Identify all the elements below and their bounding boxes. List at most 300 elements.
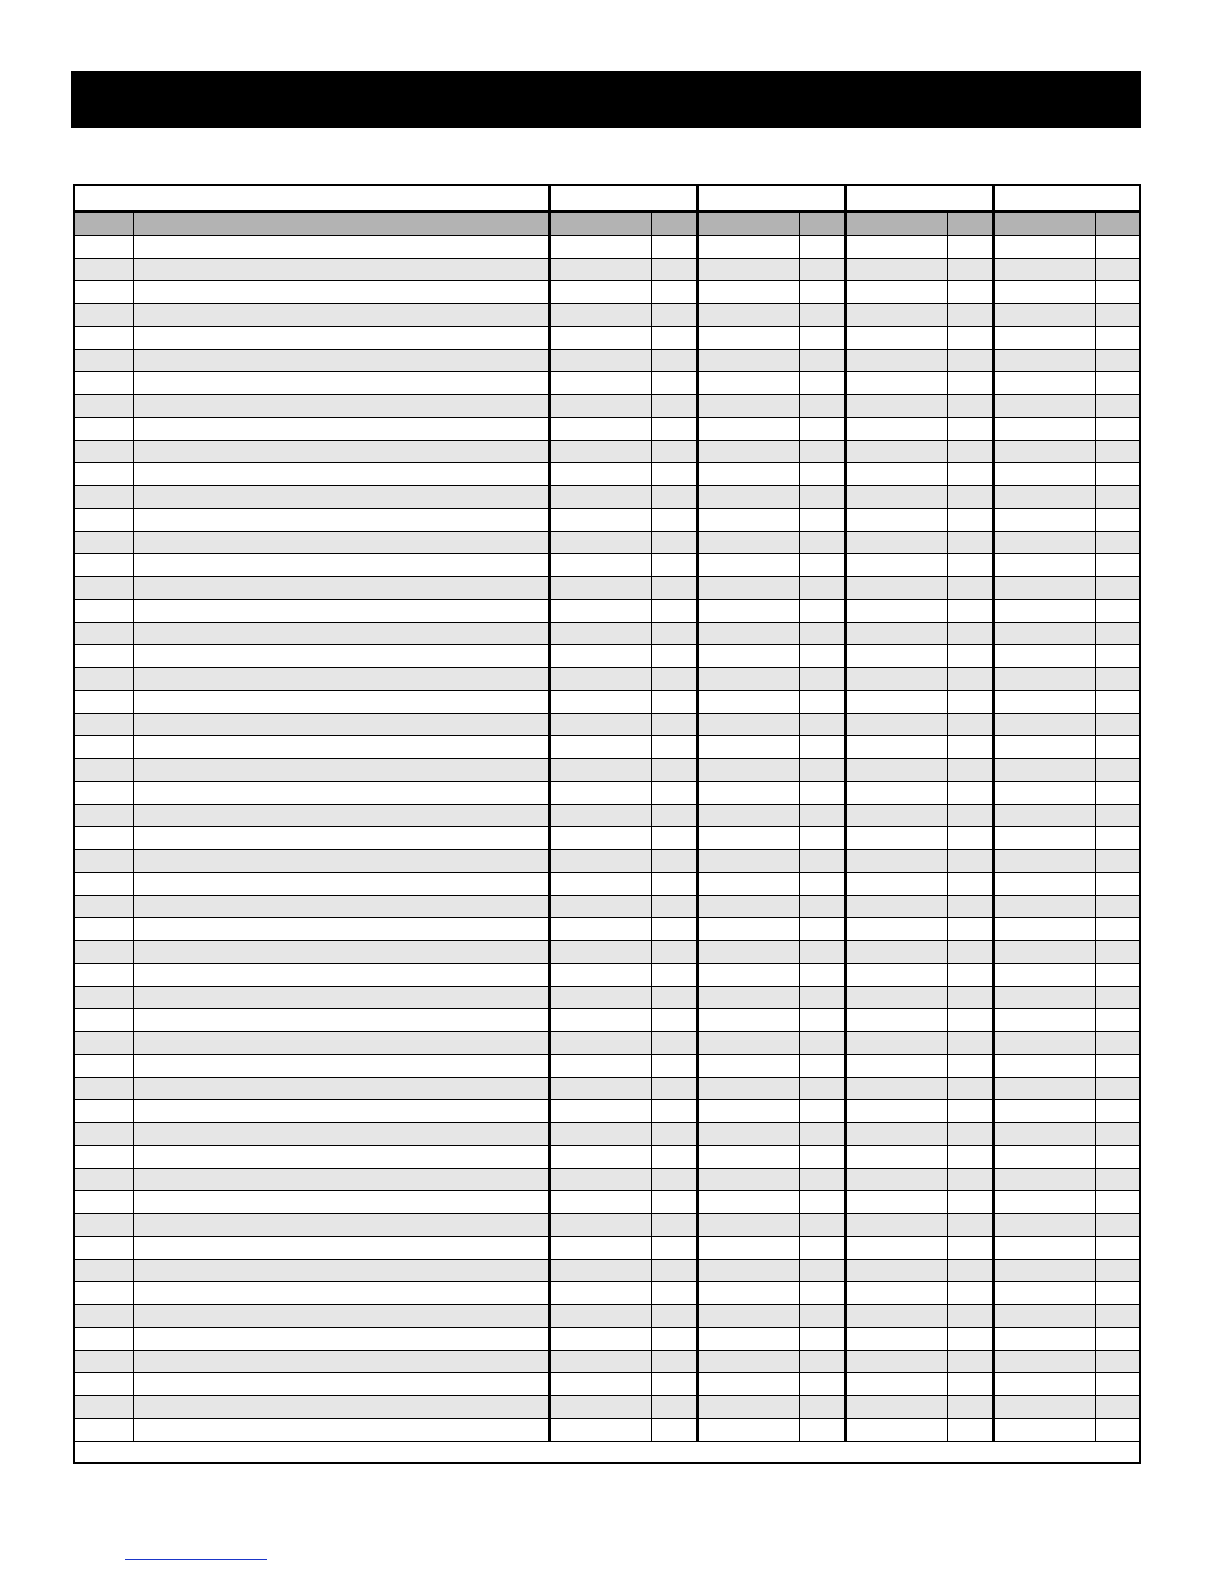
table-cell[interactable] — [799, 1328, 845, 1350]
table-cell[interactable] — [75, 441, 133, 463]
table-cell[interactable] — [947, 964, 993, 986]
table-cell[interactable] — [993, 395, 1095, 417]
table-cell[interactable] — [1095, 350, 1139, 372]
table-cell[interactable] — [133, 1419, 549, 1441]
table-cell[interactable] — [651, 623, 697, 645]
table-cell[interactable] — [651, 463, 697, 485]
table-cell[interactable] — [133, 827, 549, 849]
table-cell[interactable] — [1095, 395, 1139, 417]
table-cell[interactable] — [1095, 896, 1139, 918]
table-cell[interactable] — [845, 1100, 947, 1122]
table-cell[interactable] — [549, 736, 651, 758]
table-cell[interactable] — [75, 1191, 133, 1213]
table-cell[interactable] — [947, 532, 993, 554]
table-cell[interactable] — [549, 1100, 651, 1122]
table-cell[interactable] — [549, 1282, 651, 1304]
table-cell[interactable] — [799, 1032, 845, 1054]
table-cell[interactable] — [651, 691, 697, 713]
table-cell[interactable] — [799, 1419, 845, 1441]
table-cell[interactable] — [75, 281, 133, 303]
table-cell[interactable] — [993, 987, 1095, 1009]
table-cell[interactable] — [993, 532, 1095, 554]
table-cell[interactable] — [1095, 1351, 1139, 1373]
table-cell[interactable] — [651, 1214, 697, 1236]
table-cell[interactable] — [947, 736, 993, 758]
table-cell[interactable] — [845, 1351, 947, 1373]
table-cell[interactable] — [75, 532, 133, 554]
table-cell[interactable] — [1095, 463, 1139, 485]
table-cell[interactable] — [993, 964, 1095, 986]
table-cell[interactable] — [75, 1009, 133, 1031]
table-cell[interactable] — [549, 1305, 651, 1327]
table-cell[interactable] — [947, 759, 993, 781]
table-cell[interactable] — [651, 1123, 697, 1145]
table-cell[interactable] — [947, 805, 993, 827]
table-cell[interactable] — [1095, 281, 1139, 303]
table-cell[interactable] — [549, 759, 651, 781]
table-cell[interactable] — [993, 1237, 1095, 1259]
table-cell[interactable] — [845, 918, 947, 940]
table-cell[interactable] — [993, 1328, 1095, 1350]
table-cell[interactable] — [75, 1146, 133, 1168]
table-cell[interactable] — [1095, 532, 1139, 554]
table-cell[interactable] — [845, 1032, 947, 1054]
table-cell[interactable] — [75, 486, 133, 508]
table-cell[interactable] — [651, 418, 697, 440]
table-cell[interactable] — [133, 1237, 549, 1259]
table-cell[interactable] — [549, 281, 651, 303]
table-cell[interactable] — [993, 1260, 1095, 1282]
table-cell[interactable] — [549, 714, 651, 736]
table-cell[interactable] — [75, 554, 133, 576]
table-cell[interactable] — [1095, 259, 1139, 281]
table-cell[interactable] — [549, 486, 651, 508]
table-cell[interactable] — [1095, 873, 1139, 895]
table-cell[interactable] — [799, 1055, 845, 1077]
table-cell[interactable] — [1095, 1305, 1139, 1327]
table-cell[interactable] — [133, 486, 549, 508]
table-cell[interactable] — [993, 1419, 1095, 1441]
table-cell[interactable] — [133, 1351, 549, 1373]
table-cell[interactable] — [133, 236, 549, 258]
table-cell[interactable] — [651, 304, 697, 326]
table-cell[interactable] — [947, 1260, 993, 1282]
table-cell[interactable] — [845, 236, 947, 258]
table-cell[interactable] — [993, 1214, 1095, 1236]
table-cell[interactable] — [1095, 577, 1139, 599]
table-cell[interactable] — [697, 1237, 799, 1259]
table-cell[interactable] — [651, 1169, 697, 1191]
table-cell[interactable] — [133, 1214, 549, 1236]
table-cell[interactable] — [845, 1419, 947, 1441]
table-cell[interactable] — [993, 645, 1095, 667]
table-cell[interactable] — [697, 1078, 799, 1100]
table-cell[interactable] — [133, 554, 549, 576]
table-cell[interactable] — [75, 1169, 133, 1191]
table-cell[interactable] — [993, 827, 1095, 849]
table-cell[interactable] — [799, 691, 845, 713]
table-cell[interactable] — [845, 1009, 947, 1031]
table-cell[interactable] — [1095, 827, 1139, 849]
table-cell[interactable] — [133, 850, 549, 872]
table-cell[interactable] — [1095, 418, 1139, 440]
table-cell[interactable] — [549, 1055, 651, 1077]
table-cell[interactable] — [947, 987, 993, 1009]
table-cell[interactable] — [799, 896, 845, 918]
table-cell[interactable] — [651, 554, 697, 576]
table-cell[interactable] — [549, 327, 651, 349]
table-cell[interactable] — [845, 1260, 947, 1282]
table-cell[interactable] — [799, 714, 845, 736]
table-cell[interactable] — [651, 1078, 697, 1100]
table-cell[interactable] — [799, 600, 845, 622]
table-cell[interactable] — [697, 463, 799, 485]
table-cell[interactable] — [549, 441, 651, 463]
table-cell[interactable] — [947, 1419, 993, 1441]
table-cell[interactable] — [947, 1169, 993, 1191]
footer-link[interactable] — [125, 1556, 267, 1560]
table-cell[interactable] — [549, 873, 651, 895]
table-cell[interactable] — [845, 441, 947, 463]
table-cell[interactable] — [799, 1373, 845, 1395]
table-cell[interactable] — [651, 645, 697, 667]
table-cell[interactable] — [697, 1419, 799, 1441]
table-cell[interactable] — [133, 1032, 549, 1054]
table-cell[interactable] — [947, 1351, 993, 1373]
table-cell[interactable] — [993, 623, 1095, 645]
table-cell[interactable] — [133, 304, 549, 326]
table-cell[interactable] — [133, 463, 549, 485]
table-cell[interactable] — [133, 441, 549, 463]
table-cell[interactable] — [845, 1373, 947, 1395]
table-cell[interactable] — [845, 350, 947, 372]
table-cell[interactable] — [75, 941, 133, 963]
table-cell[interactable] — [133, 896, 549, 918]
table-cell[interactable] — [1095, 1191, 1139, 1213]
table-cell[interactable] — [845, 1169, 947, 1191]
table-cell[interactable] — [697, 827, 799, 849]
table-cell[interactable] — [993, 441, 1095, 463]
table-cell[interactable] — [651, 736, 697, 758]
table-cell[interactable] — [1095, 736, 1139, 758]
table-cell[interactable] — [75, 918, 133, 940]
table-cell[interactable] — [697, 395, 799, 417]
table-cell[interactable] — [133, 1100, 549, 1122]
table-cell[interactable] — [845, 577, 947, 599]
table-cell[interactable] — [697, 1123, 799, 1145]
table-cell[interactable] — [799, 554, 845, 576]
table-cell[interactable] — [697, 600, 799, 622]
table-cell[interactable] — [947, 395, 993, 417]
table-cell[interactable] — [549, 259, 651, 281]
table-cell[interactable] — [947, 1305, 993, 1327]
table-cell[interactable] — [651, 964, 697, 986]
table-cell[interactable] — [133, 395, 549, 417]
table-cell[interactable] — [651, 987, 697, 1009]
table-cell[interactable] — [947, 1373, 993, 1395]
table-cell[interactable] — [651, 850, 697, 872]
table-cell[interactable] — [1095, 1032, 1139, 1054]
table-cell[interactable] — [133, 532, 549, 554]
table-cell[interactable] — [697, 941, 799, 963]
table-cell[interactable] — [947, 281, 993, 303]
table-cell[interactable] — [651, 782, 697, 804]
table-cell[interactable] — [845, 259, 947, 281]
table-cell[interactable] — [75, 1055, 133, 1077]
table-cell[interactable] — [947, 873, 993, 895]
table-cell[interactable] — [651, 1032, 697, 1054]
table-cell[interactable] — [133, 964, 549, 986]
table-cell[interactable] — [799, 782, 845, 804]
table-cell[interactable] — [947, 1237, 993, 1259]
table-cell[interactable] — [133, 1305, 549, 1327]
table-cell[interactable] — [697, 486, 799, 508]
table-cell[interactable] — [133, 1146, 549, 1168]
table-cell[interactable] — [993, 1396, 1095, 1418]
table-cell[interactable] — [993, 418, 1095, 440]
table-cell[interactable] — [993, 1123, 1095, 1145]
table-cell[interactable] — [651, 759, 697, 781]
table-cell[interactable] — [799, 1191, 845, 1213]
table-cell[interactable] — [799, 1282, 845, 1304]
table-cell[interactable] — [1095, 850, 1139, 872]
table-cell[interactable] — [947, 441, 993, 463]
table-cell[interactable] — [75, 964, 133, 986]
table-cell[interactable] — [549, 1260, 651, 1282]
table-cell[interactable] — [651, 1351, 697, 1373]
table-cell[interactable] — [75, 691, 133, 713]
table-cell[interactable] — [549, 1396, 651, 1418]
table-cell[interactable] — [697, 554, 799, 576]
table-cell[interactable] — [845, 714, 947, 736]
table-cell[interactable] — [947, 850, 993, 872]
table-cell[interactable] — [133, 782, 549, 804]
table-cell[interactable] — [993, 509, 1095, 531]
table-cell[interactable] — [75, 987, 133, 1009]
table-cell[interactable] — [75, 668, 133, 690]
table-cell[interactable] — [697, 1214, 799, 1236]
table-cell[interactable] — [697, 1100, 799, 1122]
table-cell[interactable] — [549, 372, 651, 394]
table-cell[interactable] — [651, 372, 697, 394]
table-cell[interactable] — [845, 1396, 947, 1418]
table-cell[interactable] — [697, 1328, 799, 1350]
table-cell[interactable] — [697, 850, 799, 872]
table-cell[interactable] — [549, 1009, 651, 1031]
table-cell[interactable] — [75, 1123, 133, 1145]
table-cell[interactable] — [549, 1419, 651, 1441]
table-cell[interactable] — [799, 509, 845, 531]
table-cell[interactable] — [549, 987, 651, 1009]
table-cell[interactable] — [697, 805, 799, 827]
table-cell[interactable] — [845, 987, 947, 1009]
table-cell[interactable] — [133, 1260, 549, 1282]
table-cell[interactable] — [947, 623, 993, 645]
table-cell[interactable] — [845, 964, 947, 986]
table-cell[interactable] — [799, 668, 845, 690]
table-cell[interactable] — [651, 918, 697, 940]
table-cell[interactable] — [75, 1282, 133, 1304]
table-cell[interactable] — [947, 1191, 993, 1213]
table-cell[interactable] — [799, 873, 845, 895]
table-cell[interactable] — [549, 304, 651, 326]
table-cell[interactable] — [697, 623, 799, 645]
table-cell[interactable] — [947, 1282, 993, 1304]
table-cell[interactable] — [651, 1419, 697, 1441]
table-cell[interactable] — [75, 1237, 133, 1259]
table-cell[interactable] — [1095, 1123, 1139, 1145]
table-cell[interactable] — [549, 805, 651, 827]
table-cell[interactable] — [697, 327, 799, 349]
table-cell[interactable] — [651, 532, 697, 554]
table-cell[interactable] — [1095, 509, 1139, 531]
table-cell[interactable] — [845, 668, 947, 690]
table-cell[interactable] — [133, 941, 549, 963]
table-cell[interactable] — [845, 1305, 947, 1327]
table-cell[interactable] — [799, 1009, 845, 1031]
table-cell[interactable] — [651, 1009, 697, 1031]
table-cell[interactable] — [799, 850, 845, 872]
table-cell[interactable] — [651, 509, 697, 531]
table-cell[interactable] — [651, 281, 697, 303]
table-cell[interactable] — [993, 1191, 1095, 1213]
table-cell[interactable] — [947, 372, 993, 394]
table-cell[interactable] — [651, 805, 697, 827]
table-cell[interactable] — [1095, 714, 1139, 736]
table-cell[interactable] — [549, 1032, 651, 1054]
table-cell[interactable] — [697, 1373, 799, 1395]
table-cell[interactable] — [799, 304, 845, 326]
table-cell[interactable] — [75, 623, 133, 645]
table-cell[interactable] — [845, 1146, 947, 1168]
table-cell[interactable] — [75, 418, 133, 440]
table-cell[interactable] — [651, 236, 697, 258]
table-cell[interactable] — [651, 941, 697, 963]
table-cell[interactable] — [75, 714, 133, 736]
table-cell[interactable] — [799, 941, 845, 963]
table-cell[interactable] — [697, 1305, 799, 1327]
table-cell[interactable] — [549, 350, 651, 372]
table-cell[interactable] — [799, 1146, 845, 1168]
table-cell[interactable] — [75, 372, 133, 394]
table-cell[interactable] — [799, 987, 845, 1009]
table-cell[interactable] — [845, 532, 947, 554]
table-cell[interactable] — [549, 236, 651, 258]
table-cell[interactable] — [697, 1032, 799, 1054]
table-cell[interactable] — [549, 941, 651, 963]
table-cell[interactable] — [651, 1328, 697, 1350]
table-cell[interactable] — [845, 736, 947, 758]
table-cell[interactable] — [697, 1009, 799, 1031]
table-cell[interactable] — [75, 1260, 133, 1282]
table-cell[interactable] — [549, 1237, 651, 1259]
table-cell[interactable] — [697, 304, 799, 326]
table-cell[interactable] — [845, 327, 947, 349]
table-cell[interactable] — [651, 1282, 697, 1304]
table-cell[interactable] — [799, 327, 845, 349]
table-cell[interactable] — [947, 1100, 993, 1122]
table-cell[interactable] — [133, 918, 549, 940]
table-cell[interactable] — [549, 1146, 651, 1168]
table-cell[interactable] — [697, 691, 799, 713]
table-cell[interactable] — [133, 1328, 549, 1350]
table-cell[interactable] — [947, 1123, 993, 1145]
table-cell[interactable] — [1095, 1146, 1139, 1168]
table-cell[interactable] — [1095, 1282, 1139, 1304]
table-cell[interactable] — [133, 873, 549, 895]
table-cell[interactable] — [845, 850, 947, 872]
table-cell[interactable] — [133, 1282, 549, 1304]
table-cell[interactable] — [799, 577, 845, 599]
table-cell[interactable] — [845, 486, 947, 508]
table-cell[interactable] — [75, 236, 133, 258]
table-cell[interactable] — [947, 827, 993, 849]
table-cell[interactable] — [1095, 623, 1139, 645]
table-cell[interactable] — [549, 850, 651, 872]
table-cell[interactable] — [697, 236, 799, 258]
table-cell[interactable] — [1095, 668, 1139, 690]
table-cell[interactable] — [799, 1237, 845, 1259]
table-cell[interactable] — [133, 1191, 549, 1213]
table-cell[interactable] — [799, 759, 845, 781]
table-cell[interactable] — [75, 873, 133, 895]
table-cell[interactable] — [133, 1396, 549, 1418]
table-cell[interactable] — [75, 1328, 133, 1350]
table-cell[interactable] — [799, 281, 845, 303]
table-cell[interactable] — [651, 259, 697, 281]
table-cell[interactable] — [1095, 1237, 1139, 1259]
table-cell[interactable] — [133, 1123, 549, 1145]
table-cell[interactable] — [75, 896, 133, 918]
table-cell[interactable] — [947, 1009, 993, 1031]
table-cell[interactable] — [697, 1146, 799, 1168]
table-cell[interactable] — [947, 463, 993, 485]
table-cell[interactable] — [947, 577, 993, 599]
table-cell[interactable] — [549, 1191, 651, 1213]
table-cell[interactable] — [993, 850, 1095, 872]
table-cell[interactable] — [947, 304, 993, 326]
table-cell[interactable] — [947, 1214, 993, 1236]
table-cell[interactable] — [1095, 1396, 1139, 1418]
table-cell[interactable] — [651, 1396, 697, 1418]
table-cell[interactable] — [1095, 782, 1139, 804]
table-cell[interactable] — [993, 691, 1095, 713]
table-cell[interactable] — [993, 1351, 1095, 1373]
table-cell[interactable] — [845, 1328, 947, 1350]
table-cell[interactable] — [549, 509, 651, 531]
table-cell[interactable] — [799, 1351, 845, 1373]
table-cell[interactable] — [549, 1328, 651, 1350]
table-cell[interactable] — [133, 691, 549, 713]
table-cell[interactable] — [993, 486, 1095, 508]
table-cell[interactable] — [651, 1100, 697, 1122]
table-cell[interactable] — [75, 395, 133, 417]
table-cell[interactable] — [845, 1214, 947, 1236]
table-cell[interactable] — [549, 896, 651, 918]
table-cell[interactable] — [947, 896, 993, 918]
table-cell[interactable] — [799, 350, 845, 372]
table-cell[interactable] — [75, 509, 133, 531]
table-cell[interactable] — [133, 350, 549, 372]
table-cell[interactable] — [1095, 1169, 1139, 1191]
table-cell[interactable] — [1095, 987, 1139, 1009]
table-cell[interactable] — [75, 850, 133, 872]
table-cell[interactable] — [1095, 1214, 1139, 1236]
table-cell[interactable] — [947, 554, 993, 576]
table-cell[interactable] — [549, 1078, 651, 1100]
table-cell[interactable] — [845, 1123, 947, 1145]
table-cell[interactable] — [75, 1396, 133, 1418]
